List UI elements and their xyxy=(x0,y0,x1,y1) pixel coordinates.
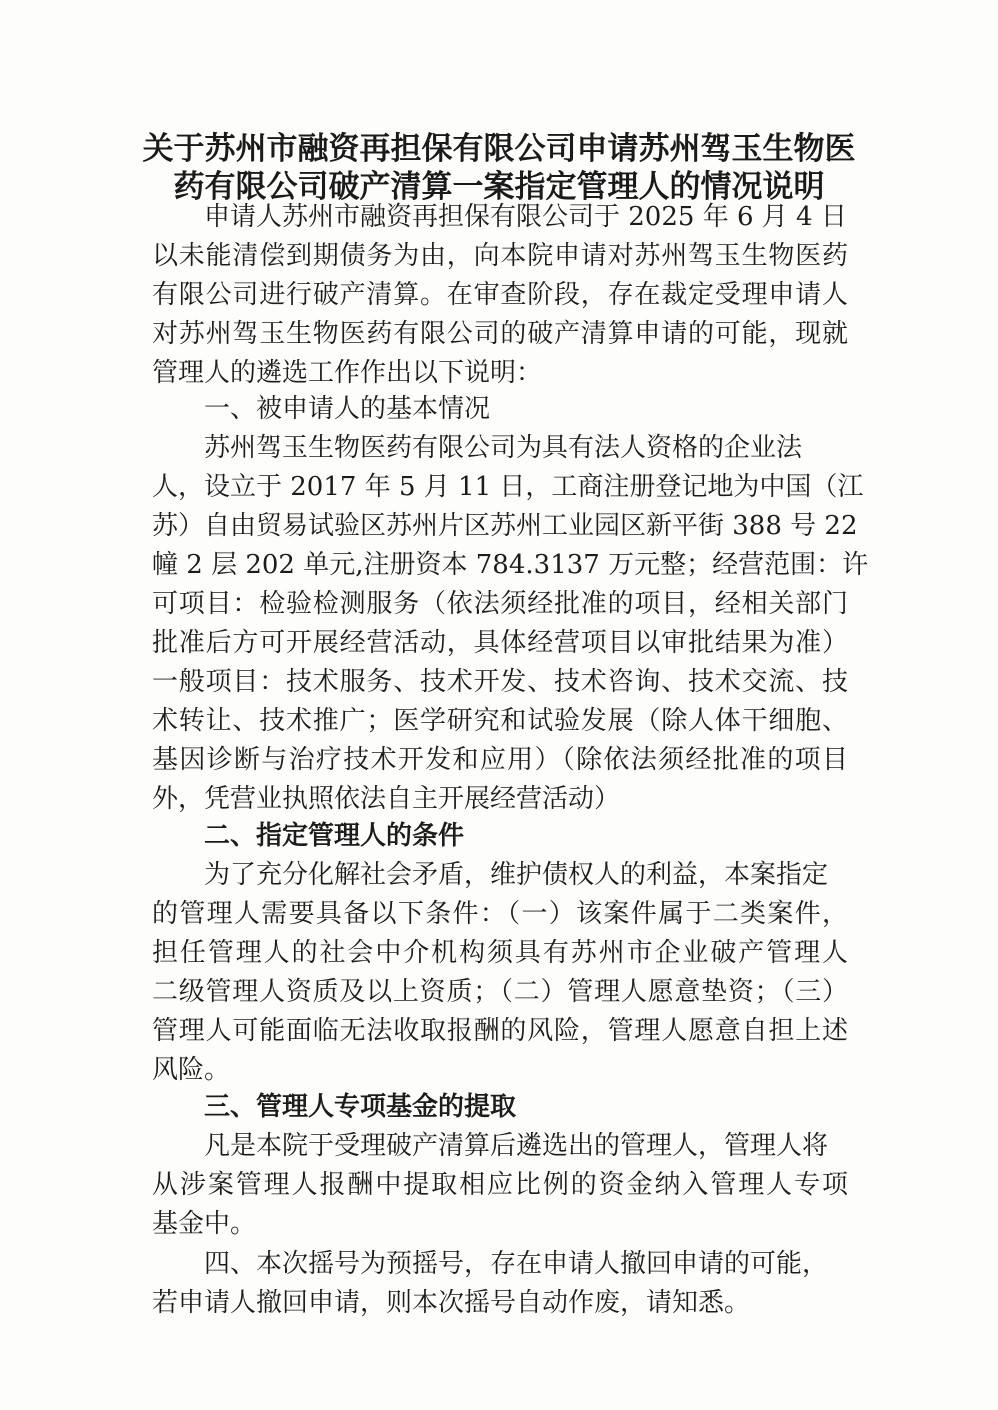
section-1-line-1: 苏州驾玉生物医药有限公司为具有法人资格的企业法 xyxy=(204,433,803,463)
section-1-line-10: 外，凭营业执照依法自主开展经营活动） xyxy=(152,784,621,814)
section-3-heading: 三、管理人专项基金的提取 xyxy=(204,1092,517,1122)
section-2-line-3: 担任管理人的社会中介机构须具有苏州市企业破产管理人 xyxy=(152,938,848,968)
section-3-line-3: 基金中。 xyxy=(152,1209,257,1239)
section-1-line-6: 批准后方可开展经营活动，具体经营项目以审批结果为准） xyxy=(152,628,848,658)
section-2-line-2: 的管理人需要具备以下条件：（一）该案件属于二类案件， xyxy=(152,899,848,929)
section-1-line-4: 幢 2 层 202 单元,注册资本 784.3137 万元整；经营范围：许 xyxy=(152,550,869,580)
section-2-line-4: 二级管理人资质及以上资质；（二）管理人愿意垫资；（三） xyxy=(152,977,848,1007)
intro-line-3: 有限公司进行破产清算。在审查阶段，存在裁定受理申请人 xyxy=(152,280,848,310)
section-1-line-3: 苏）自由贸易试验区苏州片区苏州工业园区新平街 388 号 22 xyxy=(152,511,858,541)
section-1-heading: 一、被申请人的基本情况 xyxy=(204,394,491,424)
intro-line-4: 对苏州驾玉生物医药有限公司的破产清算申请的可能，现就 xyxy=(152,319,848,349)
section-1-line-5: 可项目：检验检测服务（依法须经批准的项目，经相关部门 xyxy=(152,589,848,619)
section-1-line-7: 一般项目：技术服务、技术开发、技术咨询、技术交流、技 xyxy=(152,667,848,697)
section-1-line-9: 基因诊断与治疗技术开发和应用）（除依法须经批准的项目 xyxy=(152,745,848,775)
section-2-heading: 二、指定管理人的条件 xyxy=(204,821,465,851)
section-2-line-1: 为了充分化解社会矛盾，维护债权人的利益，本案指定 xyxy=(204,860,829,890)
section-4-line-2: 若申请人撤回申请，则本次摇号自动作废，请知悉。 xyxy=(152,1288,751,1318)
section-3-line-1: 凡是本院于受理破产清算后遴选出的管理人，管理人将 xyxy=(204,1131,829,1161)
section-1-line-2: 人，设立于 2017 年 5 月 11 日，工商注册登记地为中国（江 xyxy=(152,472,864,502)
intro-line-5: 管理人的遴选工作作出以下说明： xyxy=(152,358,543,388)
intro-line-2: 以未能清偿到期债务为由，向本院申请对苏州驾玉生物医药 xyxy=(152,241,848,271)
section-2-line-6: 风险。 xyxy=(152,1055,231,1085)
document-title-line-1: 关于苏州市融资再担保有限公司申请苏州驾玉生物医 xyxy=(142,131,856,167)
section-2-line-5: 管理人可能面临无法收取报酬的风险，管理人愿意自担上述 xyxy=(152,1016,848,1046)
section-4-line-1: 四、本次摇号为预摇号，存在申请人撤回申请的可能， xyxy=(204,1249,829,1279)
section-1-line-8: 术转让、技术推广；医学研究和试验发展（除人体干细胞、 xyxy=(152,706,848,736)
intro-line-1: 申请人苏州市融资再担保有限公司于 2025 年 6 月 4 日 xyxy=(204,202,847,232)
section-3-line-2: 从涉案管理人报酬中提取相应比例的资金纳入管理人专项 xyxy=(152,1170,848,1200)
document-title-line-2: 药有限公司破产清算一案指定管理人的情况说明 xyxy=(173,169,825,205)
